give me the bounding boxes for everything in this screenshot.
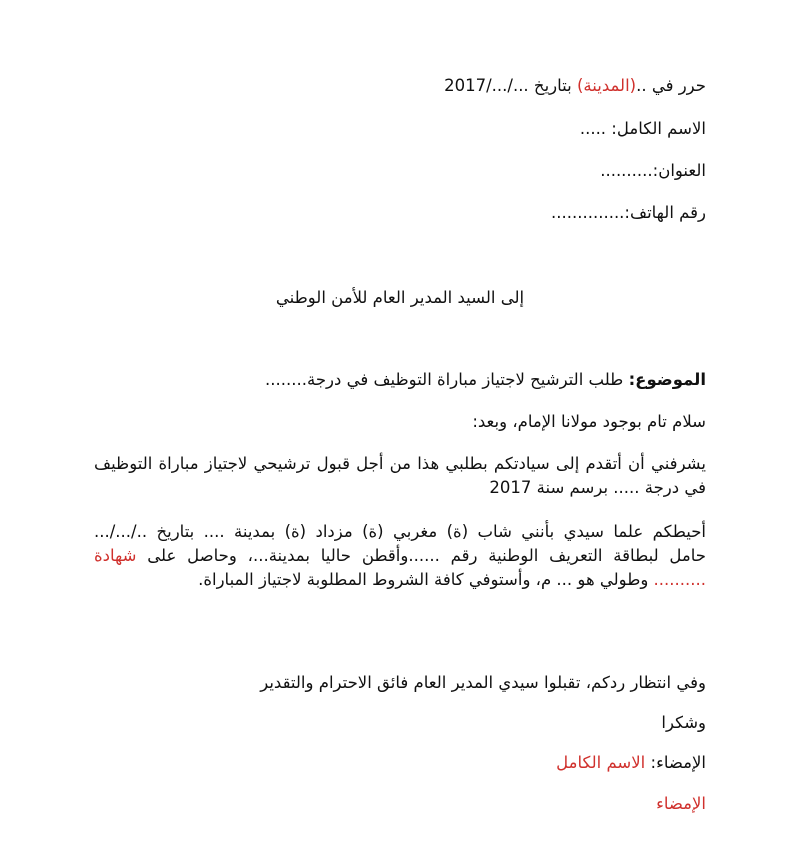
greeting-line: سلام تام بوجود مولانا الإمام، وبعد:: [472, 412, 706, 431]
sender-phone: رقم الهاتف:..............: [551, 203, 706, 222]
details-line-3: [94, 568, 706, 592]
subject-text: طلب الترشيح لاجتياز مباراة التوظيف في درجة........: [265, 370, 629, 389]
signature-sign: الإمضاء: [656, 794, 706, 813]
signature-line: [556, 752, 706, 774]
details-line-1: أحيطكم علما سيدي بأنني شاب (ة) مغربي (ة) مزداد (ة) بمدينة .... بتاريخ ../.../...: [94, 522, 706, 541]
sender-address: العنوان:..........: [600, 161, 706, 180]
place-date-line: [444, 75, 706, 97]
request-paragraph: [94, 452, 706, 500]
details-line-2-text: حامل لبطاقة التعريف الوطنية رقم ......وأقطن حاليا بمدينة...، وحاصل على: [136, 546, 706, 565]
closing-line: وفي انتظار ردكم، تقبلوا سيدي المدير العام فائق الاحترام والتقدير: [260, 673, 706, 692]
signature-full-name: الاسم الكامل: [556, 753, 646, 772]
certificate-placeholder: ..........: [653, 570, 706, 589]
details-line-2: [94, 544, 706, 568]
place-date: بتاريخ .../.../2017: [444, 76, 577, 95]
certificate-word: شهادة: [94, 546, 137, 565]
place-prefix: حرر في ..: [636, 76, 706, 95]
thanks-line: وشكرا: [661, 713, 706, 732]
recipient-line: إلى السيد المدير العام للأمن الوطني: [275, 288, 525, 307]
place-city: (المدينة): [576, 76, 637, 95]
request-line-2: في درجة ..... برسم سنة 2017: [489, 478, 706, 497]
details-line-3-text: وطولي هو ... م، وأستوفي كافة الشروط المطلوبة لاجتياز المباراة.: [198, 570, 654, 589]
subject-label: الموضوع:: [628, 370, 706, 389]
sender-full-name: الاسم الكامل: .....: [579, 119, 706, 138]
request-line-1: يشرفني أن أتقدم إلى سيادتكم بطلبي هذا من أجل قبول ترشيحي لاجتياز مباراة التوظيف: [94, 454, 706, 473]
subject-line: [265, 369, 706, 391]
details-paragraph: [94, 520, 706, 592]
signature-label: الإمضاء:: [645, 753, 706, 772]
